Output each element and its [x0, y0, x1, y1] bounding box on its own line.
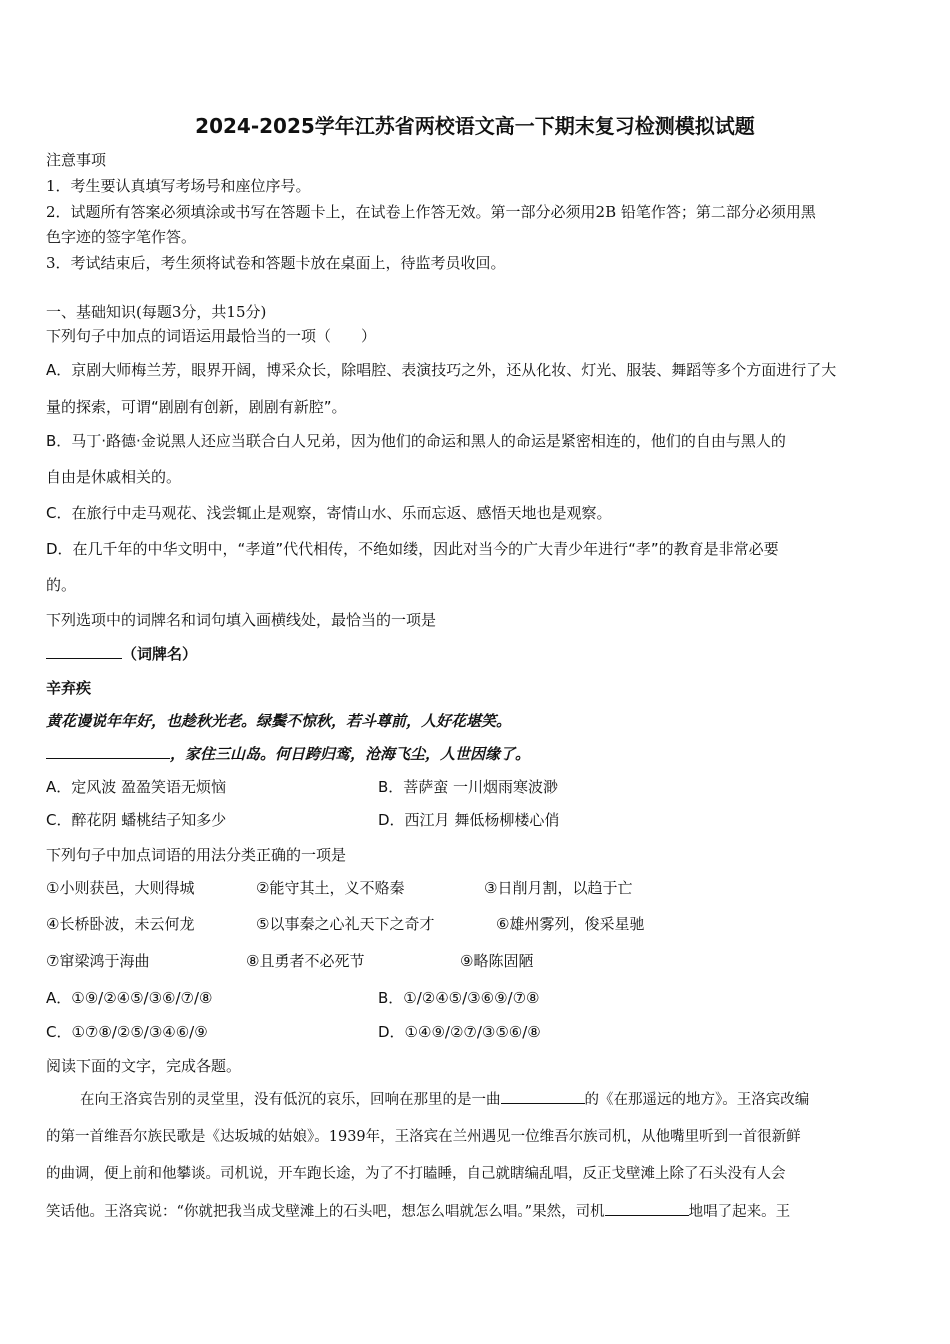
q3-item-7: ⑦窜梁鸿于海曲: [46, 952, 150, 970]
q3-item-3: ③日削月割，以趋于亡: [484, 879, 633, 897]
q1-option-c: C．在旅行中走马观花、浅尝辄止是观察，寄情山水、乐而忘返、感悟天地也是观察。: [46, 504, 612, 522]
q2-cipai-line: [46, 644, 197, 664]
verse-2-text: ，家住三山岛。何日跨归鸾，沧海飞尘，人世因缘了。: [170, 745, 531, 763]
q3-item-9: ⑨略陈固陋: [460, 952, 534, 970]
verse-blank: [46, 744, 170, 759]
reading-line-1b: 的《在那遥远的地方》。王洛宾改编: [584, 1092, 810, 1108]
q2-stem: 下列选项中的词牌名和词句填入画横线处，最恰当的一项是: [46, 611, 437, 629]
q3-option-a: A．①⑨/②④⑤/③⑥/⑦/⑧: [46, 989, 213, 1007]
section-heading: 一、基础知识(每题3分，共15分): [46, 303, 267, 321]
reading-blank-2: [605, 1201, 689, 1216]
notice-item-3: 3．考试结束后，考生须将试卷和答题卡放在桌面上，待监考员收回。: [46, 254, 506, 272]
q2-option-b: B．菩萨蛮 一川烟雨寒波渺: [378, 778, 559, 796]
page-title: 2024-2025学年江苏省两校语文高一下期末复习检测模拟试题: [195, 114, 755, 138]
q3-item-8: ⑧且勇者不必死节: [246, 952, 365, 970]
reading-intro: 阅读下面的文字，完成各题。: [46, 1057, 242, 1075]
q1-option-d: D．在几千年的中华文明中，“孝道”代代相传，不绝如缕，因此对当今的广大青少年进行“孝”的教育是非常必要: [46, 540, 779, 558]
reading-line-1: [46, 1089, 906, 1110]
cipai-blank: [46, 644, 122, 659]
q3-option-d: D．①④⑨/②⑦/③⑤⑥/⑧: [378, 1023, 541, 1041]
reading-line-4: [46, 1201, 906, 1222]
q3-item-4: ④长桥卧波，未云何龙: [46, 915, 195, 933]
q2-option-a: A．定风波 盈盈笑语无烦恼: [46, 778, 227, 796]
q2-author: 辛弃疾: [46, 679, 92, 697]
reading-line-4a: 笑话他。王洛宾说：“你就把我当成戈壁滩上的石头吧，想怎么唱就怎么唱。”果然，司机: [46, 1204, 605, 1220]
reading-line-2: 的第一首维吾尔族民歌是《达坂城的姑娘》。1939年，王洛宾在兰州遇见一位维吾尔族司机，从他嘴里听到一首很新鲜: [46, 1129, 801, 1145]
q1-option-b: B．马丁·路德·金说黑人还应当联合白人兄弟，因为他们的命运和黑人的命运是紧密相连的，他们的自由与黑人的: [46, 432, 786, 450]
q3-stem: 下列句子中加点词语的用法分类正确的一项是: [46, 846, 347, 864]
cipai-label: （词牌名）: [122, 645, 198, 663]
q1-option-d-cont: 的。: [46, 576, 77, 594]
q1-option-b-cont: 自由是休戚相关的。: [46, 468, 182, 486]
q3-option-b: B．①/②④⑤/③⑥⑨/⑦⑧: [378, 989, 540, 1007]
q3-item-1: ①小则获邑，大则得城: [46, 879, 195, 897]
notice-item-2: 2．试题所有答案必须填涂或书写在答题卡上，在试卷上作答无效。第一部分必须用2B 铅笔作答；第二部分必须用黑: [46, 203, 816, 221]
reading-line-3: 的曲调，便上前和他攀谈。司机说，开车跑长途，为了不打瞌睡，自己就瞎编乱唱，反正戈壁滩上除了石头没有人会: [46, 1166, 786, 1182]
q2-option-c: C．醉花阴 蟠桃结子知多少: [46, 811, 227, 829]
q1-option-a: A．京剧大师梅兰芳，眼界开阔，博采众长，除唱腔、表演技巧之外，还从化妆、灯光、服装、舞蹈等多个方面进行了大: [46, 361, 837, 379]
notice-item-2-cont: 色字迹的签字笔作答。: [46, 228, 197, 246]
reading-line-4b: 地唱了起来。王: [688, 1204, 791, 1220]
q3-item-2: ②能守其土，义不赂秦: [256, 879, 405, 897]
q2-option-d: D．西江月 舞低杨柳楼心俏: [378, 811, 560, 829]
notice-heading: 注意事项: [46, 151, 107, 169]
q2-verse-2: [46, 744, 530, 764]
reading-blank-1: [501, 1089, 585, 1104]
reading-line-1a: 在向王洛宾告别的灵堂里，没有低沉的哀乐，回响在那里的是一曲: [80, 1092, 501, 1108]
q2-verse-1: 黄花谩说年年好，也趁秋光老。绿鬓不惊秋，若斗尊前，人好花堪笑。: [46, 712, 512, 730]
q3-option-c: C．①⑦⑧/②⑤/③④⑥/⑨: [46, 1023, 208, 1041]
q3-item-6: ⑥雄州雾列，俊采星驰: [496, 915, 645, 933]
q1-stem: 下列句子中加点的词语运用最恰当的一项（ ）: [46, 327, 377, 345]
q3-item-5: ⑤以事秦之心礼天下之奇才: [256, 915, 435, 933]
notice-item-1: 1．考生要认真填写考场号和座位序号。: [46, 177, 311, 195]
q1-option-a-cont: 量的探索，可谓“剧剧有创新，剧剧有新腔”。: [46, 398, 347, 416]
